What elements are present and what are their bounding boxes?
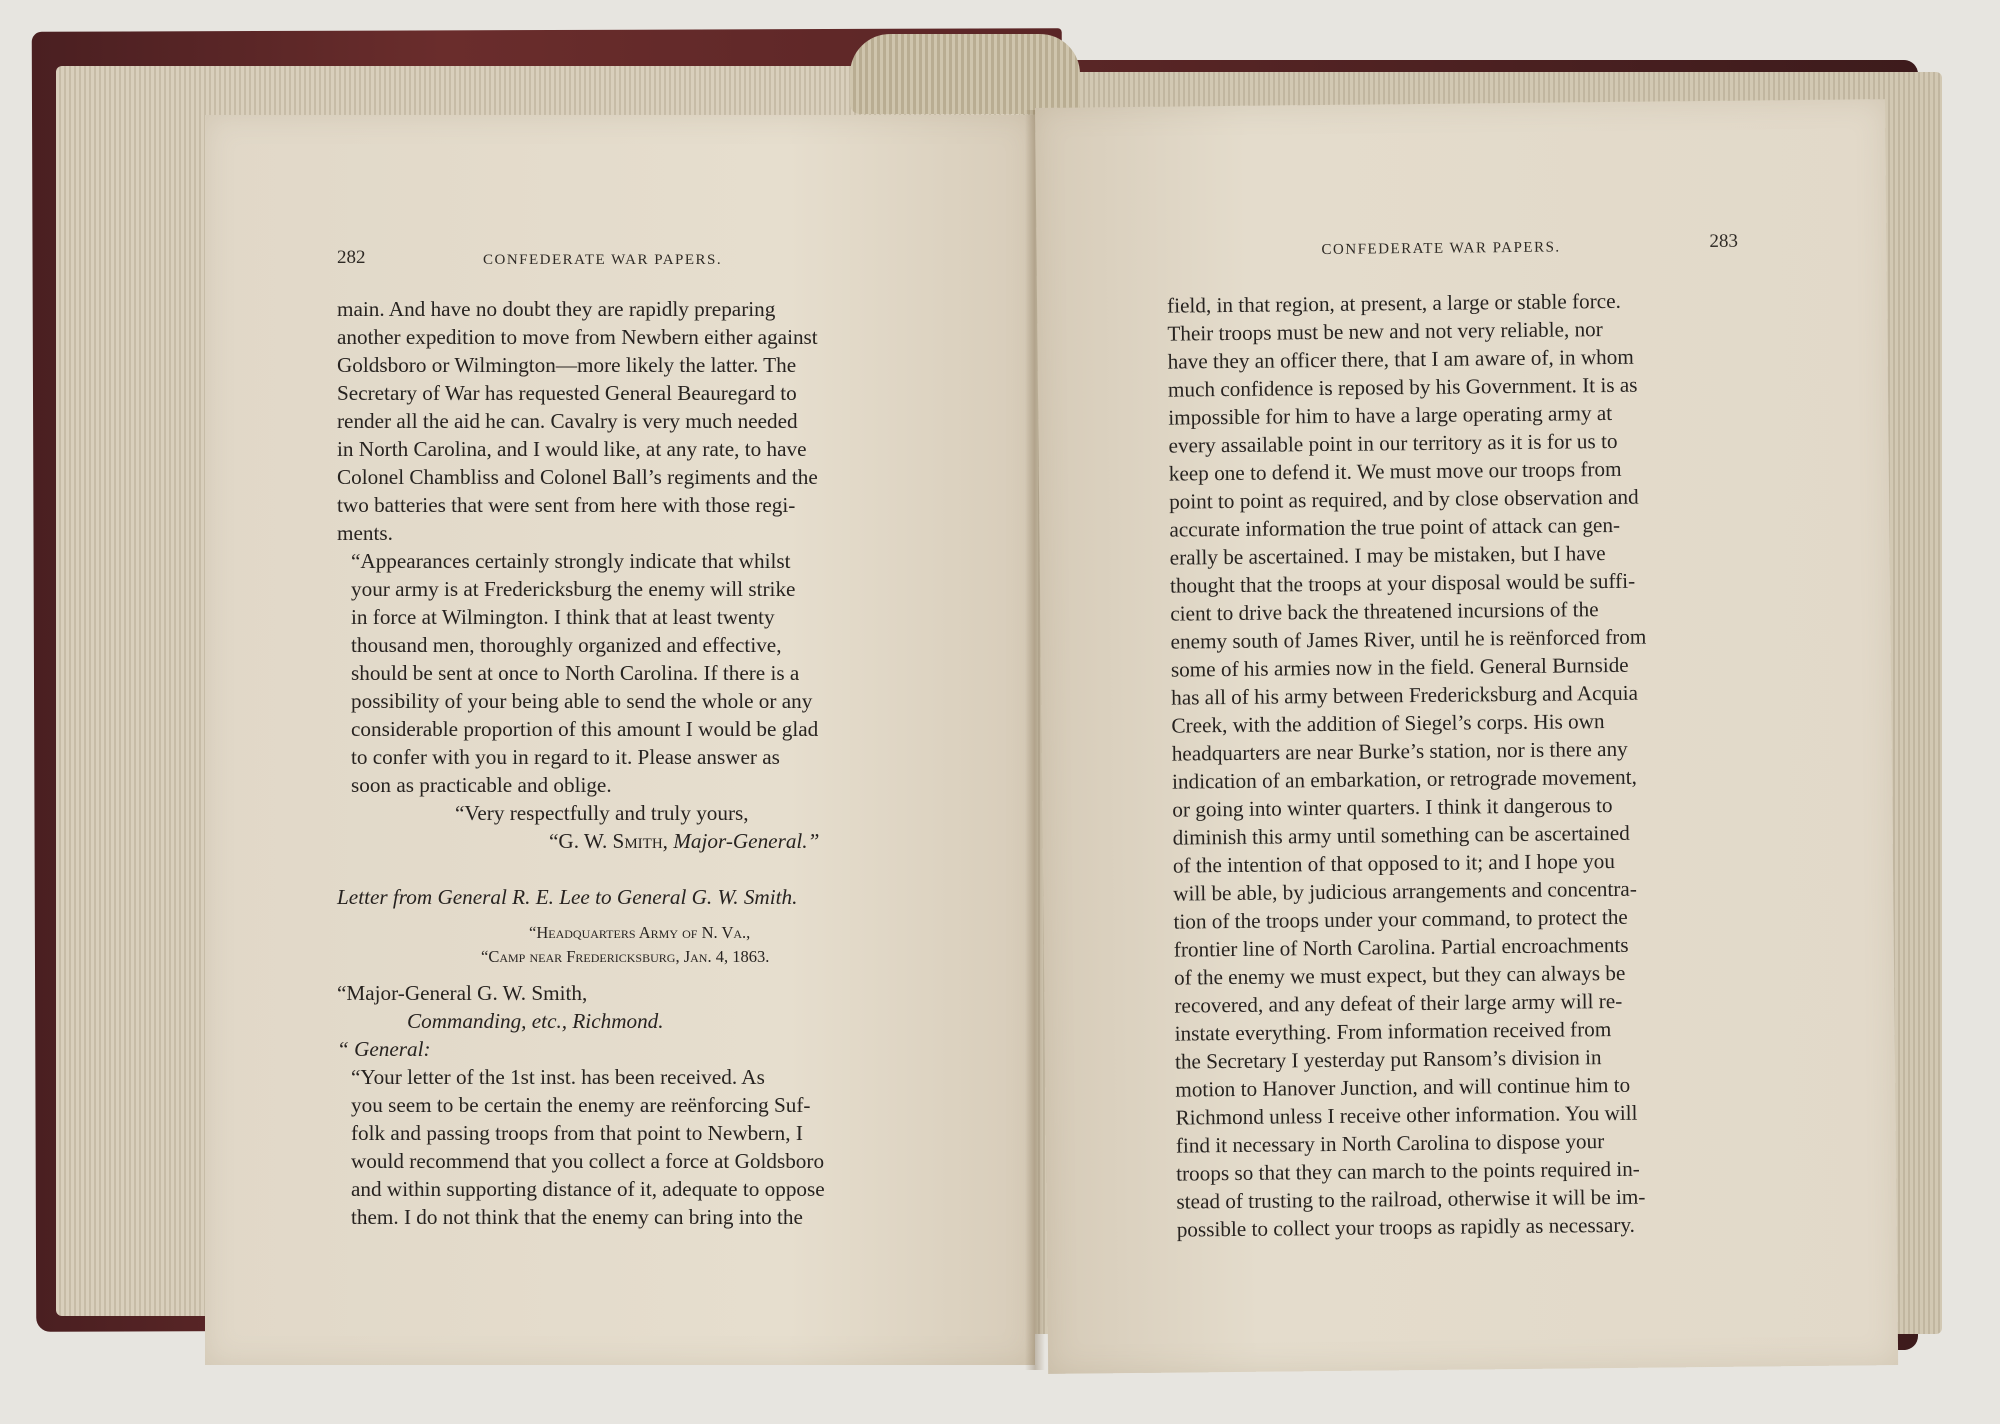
text-line: them. I do not think that the enemy can bring into the	[351, 1205, 803, 1229]
text-line: find it necessary in North Carolina to dispose your	[1175, 1129, 1605, 1158]
text-line: considerable proportion of this amount I would be glad	[351, 717, 819, 741]
text-line: “Appearances certainly strongly indicate that whilst	[351, 549, 791, 573]
text-line: ments.	[337, 521, 393, 545]
left-page	[205, 115, 1035, 1365]
text-line: two batteries that were sent from here with those regi-	[337, 493, 796, 517]
paragraph-1	[337, 295, 917, 547]
text-line: to confer with you in regard to it. Please answer as	[351, 745, 780, 769]
text-line: of the enemy we must expect, but they can always be	[1173, 960, 1626, 990]
text-line: every assailable point in our territory as it is for us to	[1168, 428, 1618, 458]
text-line: you seem to be certain the enemy are reënforcing Suf-	[351, 1093, 811, 1117]
text-line: possibility of your being able to send the whole or any	[351, 689, 813, 713]
text-line: tion of the troops under your command, to protect the	[1173, 904, 1628, 934]
addressee-line-1: “Major-General G. W. Smith,	[337, 981, 588, 1005]
right-page-body	[1167, 286, 1757, 1244]
text-line: enemy south of James River, until he is reënforced from	[1170, 624, 1647, 654]
addressee-line-2: Commanding, etc., Richmond.	[407, 1009, 664, 1033]
text-line: diminish this army until something can be ascertained	[1172, 820, 1630, 850]
text-line: have they an officer there, that I am aware of, in whom	[1167, 344, 1634, 374]
text-line: render all the aid he can. Cavalry is very much needed	[337, 409, 798, 433]
text-line: your army is at Fredericksburg the enemy will strike	[351, 577, 796, 601]
paragraph-2	[337, 547, 917, 799]
text-line: and within supporting distance of it, adequate to oppose	[351, 1177, 825, 1201]
text-line: should be sent at once to North Carolina. If there is a	[351, 661, 800, 685]
text-line: headquarters are near Burke’s station, nor is there any	[1171, 736, 1628, 766]
book-spine	[850, 34, 1080, 114]
text-line: another expedition to move from Newbern either against	[337, 325, 818, 349]
headquarters-line-2: “Camp near Fredericksburg, Jan. 4, 1863.	[481, 947, 770, 966]
text-line: much confidence is reposed by his Government. It is as	[1167, 372, 1638, 402]
text-line: accurate information the true point of attack can gen-	[1169, 512, 1621, 542]
text-line: indication of an embarkation, or retrograde movement,	[1171, 764, 1637, 794]
text-line: impossible for him to have a large operating army at	[1168, 400, 1613, 430]
text-line: Colonel Chambliss and Colonel Ball’s regiments and the	[337, 465, 818, 489]
text-line: main. And have no doubt they are rapidly preparing	[337, 297, 776, 321]
text-line: will be able, by judicious arrangements and concentra-	[1173, 876, 1637, 906]
text-line: field, in that region, at present, a large or stable force.	[1166, 288, 1621, 318]
paragraph-continued	[1167, 286, 1757, 1244]
text-line: some of his armies now in the field. General Burnside	[1170, 652, 1629, 682]
text-line: Creek, with the addition of Siegel’s corps. His own	[1171, 709, 1605, 738]
text-line: has all of his army between Fredericksburg and Acquia	[1171, 680, 1639, 710]
text-line: “Your letter of the 1st inst. has been received. As	[351, 1065, 765, 1089]
text-line: keep one to defend it. We must move our troops from	[1168, 456, 1622, 486]
paragraph-3	[337, 1063, 917, 1231]
text-line: the Secretary I yesterday put Ransom’s division in	[1174, 1045, 1602, 1074]
signature-line	[337, 827, 917, 855]
text-line: instate everything. From information received from	[1174, 1017, 1612, 1046]
signature-title: Major-General.”	[673, 829, 820, 853]
closing-line: “Very respectfully and truly yours,	[455, 801, 749, 825]
page-number: 283	[1709, 230, 1739, 252]
text-line: cient to drive back the threatened incursions of the	[1170, 597, 1599, 626]
text-line: Their troops must be new and not very reliable, nor	[1167, 317, 1603, 346]
text-line: in force at Wilmington. I think that at least twenty	[351, 605, 775, 629]
salutation: “ General:	[337, 1037, 431, 1061]
text-line: frontier line of North Carolina. Partial encroachments	[1173, 932, 1629, 962]
running-head: CONFEDERATE WAR PAPERS.	[483, 252, 723, 268]
text-line: erally be ascertained. I may be mistaken, but I have	[1169, 541, 1606, 570]
page-number: 282	[337, 247, 366, 268]
left-page-body	[337, 295, 917, 1231]
signature-name: “G. W. Smith,	[549, 829, 668, 853]
text-line: point to point as required, and by close observation and	[1169, 484, 1639, 514]
right-page	[1035, 99, 1898, 1374]
running-head: CONFEDERATE WAR PAPERS.	[1321, 239, 1561, 259]
text-line: or going into winter quarters. I think it dangerous to	[1172, 792, 1613, 822]
text-line: folk and passing troops from that point to Newbern, I	[351, 1121, 803, 1145]
text-line: Goldsboro or Wilmington—more likely the latter. The	[337, 353, 797, 377]
text-line: recovered, and any defeat of their large army will re-	[1174, 988, 1623, 1018]
text-line: Richmond unless I receive other information. You will	[1175, 1100, 1638, 1130]
headquarters-line-1: “Headquarters Army of N. Va.,	[529, 923, 751, 942]
text-line: of the intention of that opposed to it; and I hope you	[1172, 848, 1615, 878]
text-line: thousand men, thoroughly organized and effective,	[351, 633, 782, 657]
text-line: thought that the troops at your disposal would be suffi-	[1169, 568, 1636, 598]
text-line: possible to collect your troops as rapidly as necessary.	[1176, 1212, 1636, 1242]
text-line: troops so that they can march to the points required in-	[1176, 1156, 1640, 1186]
text-line: soon as practicable and oblige.	[351, 773, 612, 797]
text-line: motion to Hanover Junction, and will continue him to	[1175, 1072, 1631, 1102]
text-line: stead of trusting to the railroad, otherwise it will be im-	[1176, 1184, 1646, 1214]
text-line: would recommend that you collect a force at Goldsboro	[351, 1149, 825, 1173]
letter-heading: Letter from General R. E. Lee to General G. W. Smith.	[337, 885, 798, 909]
text-line: Secretary of War has requested General Beauregard to	[337, 381, 797, 405]
text-line: in North Carolina, and I would like, at any rate, to have	[337, 437, 807, 461]
